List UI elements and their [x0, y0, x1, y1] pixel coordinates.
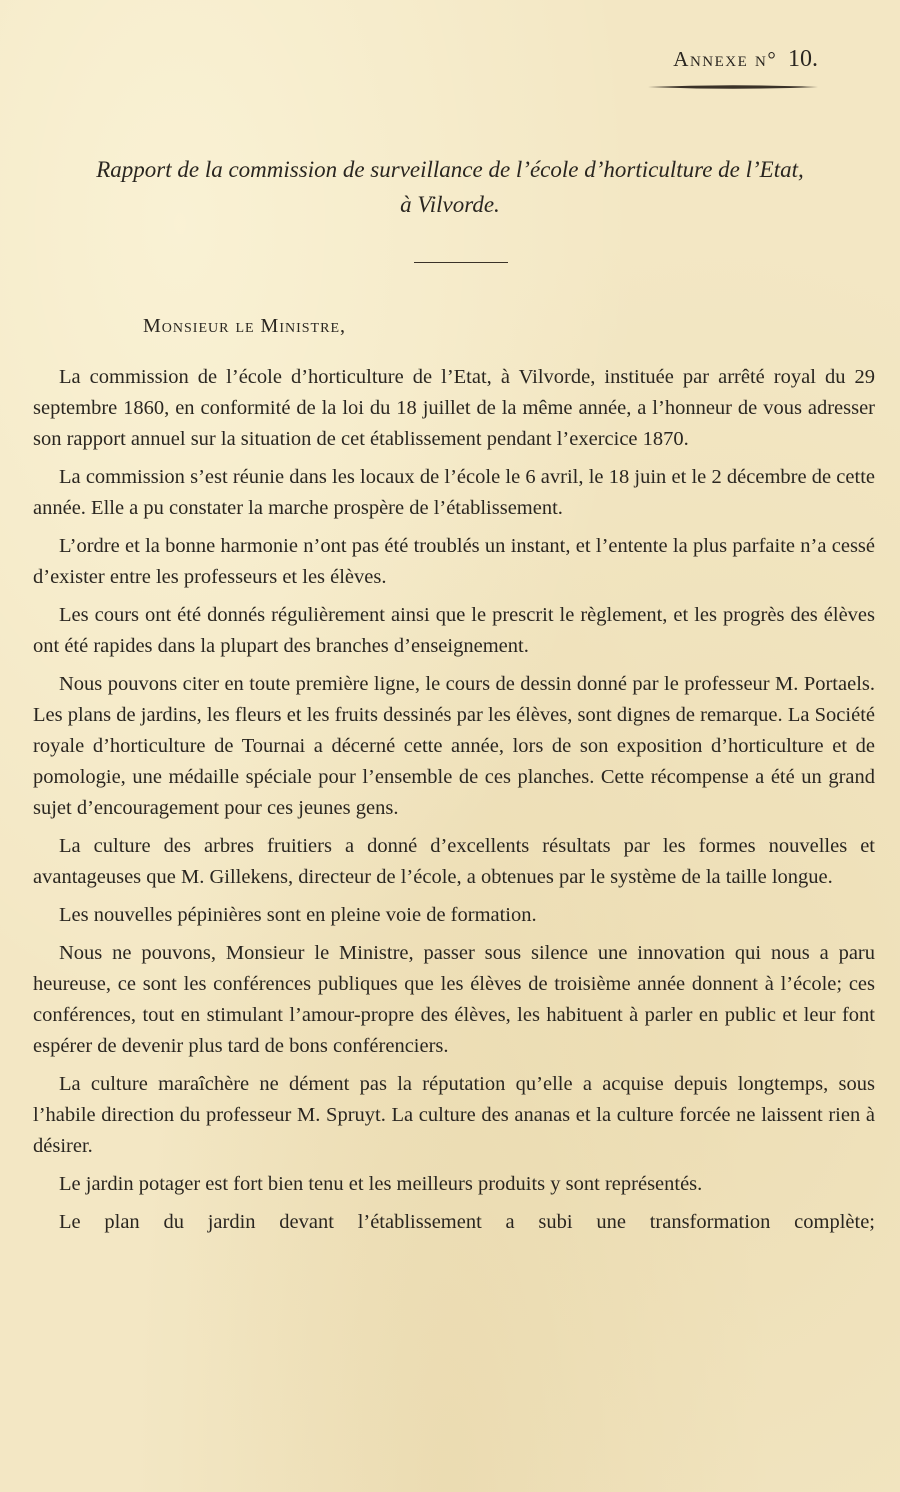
- paragraph: Les nouvelles pépinières sont en pleine voie de formation.: [59, 904, 537, 926]
- paragraph: La culture des arbres fruitiers a donné d’excellents résultats par les formes nouvelles et avantageuses que M. Gillekens, directeur de l’école, a obtenues par le système de la taille longue.: [33, 835, 875, 888]
- annex-ornamental-rule: [648, 82, 818, 92]
- paragraph: L’ordre et la bonne harmonie n’ont pas été troublés un instant, et l’entente la plus parfaite n’a cessé d’exister entre les professeurs et les élèves.: [33, 535, 875, 588]
- paragraph: Nous ne pouvons, Monsieur le Ministre, passer sous silence une innovation qui nous a paru heureuse, ce sont les conférences publiques que les élèves de troisième année donnent à l’école; ces conférences, tout en stimulant l’amour-propre des élèves, les habituent à parler en public et leur font espérer de devenir plus tard de bons conférenciers.: [33, 942, 875, 1057]
- title-divider: [414, 262, 508, 263]
- report-title-line-2: à Vilvorde.: [400, 192, 500, 217]
- annex-label: Annexe n°: [673, 47, 784, 71]
- paragraph: Le jardin potager est fort bien tenu et les meilleurs produits y sont représentés.: [59, 1173, 703, 1195]
- paragraph: Les cours ont été donnés régulièrement ainsi que le prescrit le règlement, et les progrès des élèves ont été rapides dans la plupart des branches d’enseignement.: [33, 604, 875, 657]
- paragraph: Nous pouvons citer en toute première ligne, le cours de dessin donné par le professeur M. Portaels. Les plans de jardins, les fleurs et les fruits dessinés par les élèves, sont dignes de remarque. La Société royale d’horticulture de Tournai a décerné cette année, lors de son exposition d’horticulture et de pomologie, une médaille spéciale pour l’ensemble de ces planches. Cette récompense a été un grand sujet d’encouragement pour ces jeunes gens.: [33, 673, 875, 819]
- annex-number: 10.: [788, 46, 818, 72]
- paragraph: La commission de l’école d’horticulture de l’Etat, à Vilvorde, instituée par arrêté royal du 29 septembre 1860, en conformité de la loi du 18 juillet de la même année, a l’honneur de vous adresser son rapport annuel sur la situation de cet établissement pendant l’exercice 1870.: [33, 366, 875, 450]
- report-title: [30, 152, 870, 222]
- paragraph: Le plan du jardin devant l’établissement a subi une transformation complète;: [59, 1211, 875, 1233]
- salutation: Monsieur le Ministre,: [143, 315, 347, 337]
- paragraph: La culture maraîchère ne dément pas la réputation qu’elle a acquise depuis longtemps, sous l’habile direction du professeur M. Spruyt. La culture des ananas et la culture forcée ne laissent rien à désirer.: [33, 1073, 875, 1157]
- paragraph: La commission s’est réunie dans les locaux de l’école le 6 avril, le 18 juin et le 2 décembre de cette année. Elle a pu constater la marche prospère de l’établissement.: [33, 466, 875, 519]
- report-title-line-1: Rapport de la commission de surveillance de l’école d’horticulture de l’Etat,: [96, 157, 804, 182]
- report-body: [33, 362, 875, 1245]
- annex-number-header: [673, 46, 818, 73]
